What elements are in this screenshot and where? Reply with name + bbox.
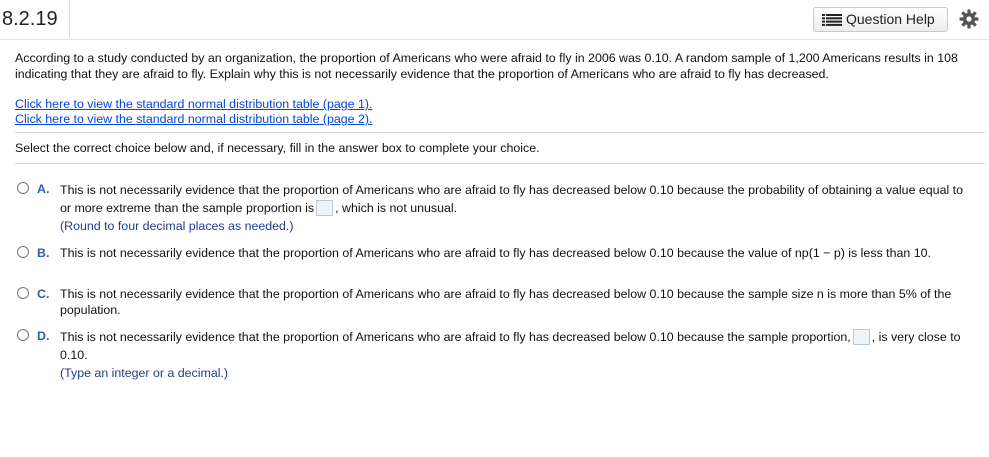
choice-a[interactable]	[15, 181, 975, 237]
choice-d-text-block	[60, 328, 965, 382]
choice-a-radio[interactable]	[17, 182, 29, 194]
choice-d-answer-box[interactable]	[853, 329, 870, 345]
choice-a-text-block	[60, 181, 965, 235]
choice-d-hint: (Type an integer or a decimal.)	[60, 366, 229, 380]
choice-b-radio[interactable]	[17, 246, 29, 258]
instruction-text: Select the correct choice below and, if necessary, fill in the answer box to complete your choice.	[15, 141, 540, 155]
choice-d[interactable]	[15, 328, 975, 384]
choice-d-text: This is not necessarily evidence that the proportion of Americans who are afraid to fly has decreased below 0.10 because the sample proportion,	[60, 330, 851, 344]
question-header	[0, 0, 989, 40]
gear-icon[interactable]	[959, 9, 979, 29]
choice-a-text: This is not necessarily evidence that the proportion of Americans who are afraid to fly has decreased below 0.10 because the probability of obtaining a value equal to or more extreme than the sample proportion is	[60, 183, 963, 215]
divider	[15, 132, 985, 133]
divider	[15, 163, 985, 164]
choice-c-letter: C.	[37, 287, 50, 301]
choice-c-radio[interactable]	[17, 287, 29, 299]
choice-c-text: This is not necessarily evidence that the proportion of Americans who are afraid to fly has decreased below 0.10 because the sample size n is more than 5% of the population.	[60, 287, 952, 317]
choice-d-text-end: , is very close to 0.10.	[60, 330, 961, 362]
choice-d-radio[interactable]	[17, 329, 29, 341]
normal-table-link-page-1[interactable]: Click here to view the standard normal distribution table (page 1).	[15, 97, 373, 111]
choice-a-text-end: , which is not unusual.	[335, 201, 458, 215]
choice-a-answer-box[interactable]	[316, 200, 333, 216]
choice-b[interactable]	[15, 245, 975, 279]
choice-b-letter: B.	[37, 246, 50, 260]
choice-a-hint: (Round to four decimal places as needed.)	[60, 219, 294, 233]
question-text: According to a study conducted by an organization, the proportion of Americans who were afraid to fly in 2006 was 0.10. A random sample of 1,200 Americans results in 108 indicating that they are afraid to fly. Explain why this is not necessarily evidence that the proportion of Americans who are afraid to fly has decreased.	[15, 51, 958, 81]
question-number: 8.2.19	[0, 0, 70, 38]
list-icon	[822, 14, 842, 26]
question-help-button[interactable]	[813, 7, 948, 32]
choice-b-text: This is not necessarily evidence that the proportion of Americans who are afraid to fly has decreased below 0.10 because the value of np(1 − p) is less than 10.	[60, 246, 931, 260]
question-help-label: Question Help	[846, 11, 935, 27]
choice-a-letter: A.	[37, 182, 50, 196]
choice-c[interactable]	[15, 286, 975, 320]
choice-d-letter: D.	[37, 329, 50, 343]
normal-table-link-page-2[interactable]: Click here to view the standard normal distribution table (page 2).	[15, 112, 373, 126]
